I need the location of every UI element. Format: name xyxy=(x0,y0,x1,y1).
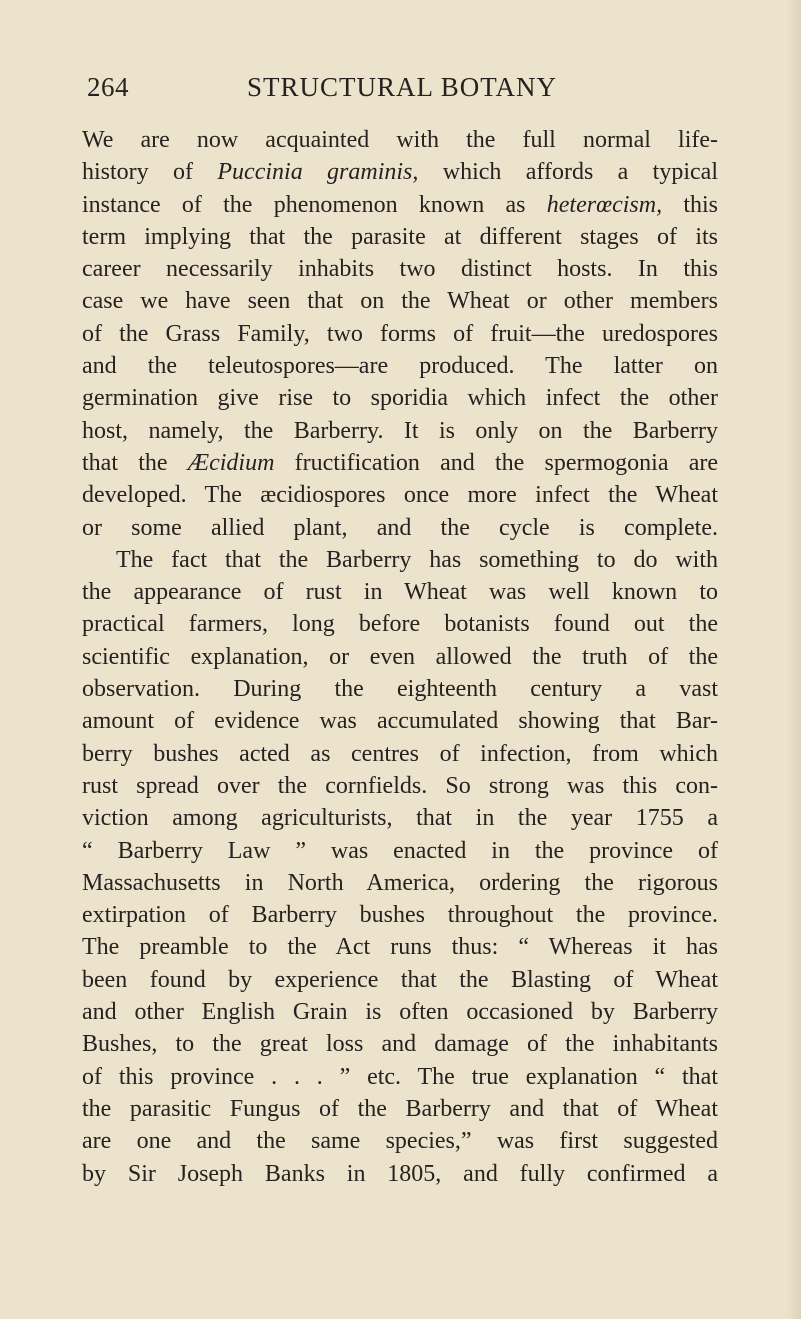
text-line xyxy=(82,253,718,285)
text-line xyxy=(82,867,718,899)
text-run: that the xyxy=(82,449,188,476)
text-run: and the teleutospores—are produced. The latter on xyxy=(82,353,718,380)
text-line xyxy=(82,512,718,544)
body-text xyxy=(82,124,718,1190)
text-run: the appearance of rust in Wheat was well known to xyxy=(82,579,718,606)
text-line xyxy=(82,189,718,221)
page-number: 264 xyxy=(87,72,129,102)
text-run: been found by experience that the Blasting of Wheat xyxy=(82,966,718,993)
italic-term: Æcidium xyxy=(187,449,275,476)
text-run: The preamble to the Act runs thus: “ Whereas it has xyxy=(82,934,718,961)
text-run: germination give rise to sporidia which infect the other xyxy=(82,385,718,412)
text-run: berry bushes acted as centres of infection, from which xyxy=(82,740,718,767)
text-line xyxy=(82,221,718,253)
text-line xyxy=(82,1093,718,1125)
text-line xyxy=(82,1125,718,1157)
text-run: viction among agriculturists, that in the year 1755 a xyxy=(82,805,718,832)
text-line xyxy=(82,479,718,511)
text-run: the parasitic Fungus of the Barberry and that of Wheat xyxy=(82,1095,718,1122)
text-run: case we have seen that on the Wheat or other members xyxy=(82,288,718,315)
text-run: instance of the phenomenon known as xyxy=(82,191,547,218)
text-run: “ Barberry Law ” was enacted in the province of xyxy=(82,837,718,864)
text-line xyxy=(82,770,718,802)
text-run: which affords a typical xyxy=(418,159,718,186)
text-run: extirpation of Barberry bushes throughout the province. xyxy=(82,902,718,929)
page-header xyxy=(87,72,717,106)
text-run: by Sir Joseph Banks in 1805, and fully confirmed a xyxy=(82,1160,718,1187)
text-run: developed. The æcidiospores once more infect the Wheat xyxy=(82,482,718,509)
text-run: and other English Grain is often occasioned by Barberry xyxy=(82,999,718,1026)
text-line xyxy=(82,1158,718,1190)
text-run: observation. During the eighteenth century a vast xyxy=(82,676,718,703)
text-line xyxy=(82,1061,718,1093)
text-line xyxy=(82,124,718,156)
text-line xyxy=(82,576,718,608)
text-line xyxy=(82,641,718,673)
text-run: amount of evidence was accumulated showing that Bar- xyxy=(82,708,718,735)
italic-term: Puccinia graminis, xyxy=(217,159,419,186)
text-line xyxy=(82,802,718,834)
text-line xyxy=(82,899,718,931)
text-line xyxy=(82,156,718,188)
text-line xyxy=(82,835,718,867)
text-line xyxy=(82,382,718,414)
text-run: Massachusetts in North America, ordering the rigorous xyxy=(82,869,718,896)
text-run: of the Grass Family, two forms of fruit—the uredospores xyxy=(82,320,718,347)
text-run: this xyxy=(662,191,718,218)
text-line xyxy=(82,673,718,705)
text-line xyxy=(82,608,718,640)
text-line xyxy=(82,318,718,350)
page-edge xyxy=(787,0,801,1319)
text-run: rust spread over the cornfields. So strong was this con- xyxy=(82,772,718,799)
text-run: scientific explanation, or even allowed the truth of the xyxy=(82,643,718,670)
italic-term: heterœcism, xyxy=(546,191,663,218)
text-run: or some allied plant, and the cycle is complete. xyxy=(82,514,718,541)
text-line xyxy=(82,996,718,1028)
text-line xyxy=(82,285,718,317)
text-run: career necessarily inhabits two distinct hosts. In this xyxy=(82,256,718,283)
text-line xyxy=(82,931,718,963)
text-line xyxy=(82,415,718,447)
text-line xyxy=(82,447,718,479)
text-run: host, namely, the Barberry. It is only on the Barberry xyxy=(82,417,718,444)
text-line xyxy=(82,738,718,770)
text-run: history of xyxy=(82,159,218,186)
text-line xyxy=(82,1028,718,1060)
text-run: We are now acquainted with the full normal life- xyxy=(82,127,718,153)
text-line xyxy=(82,705,718,737)
text-run: The fact that the Barberry has something to do with xyxy=(116,546,718,573)
text-run: are one and the same species,” was first suggested xyxy=(82,1128,718,1155)
running-head: STRUCTURAL BOTANY xyxy=(246,72,558,102)
text-run: term implying that the parasite at different stages of its xyxy=(82,223,718,250)
text-line xyxy=(82,964,718,996)
text-run: Bushes, to the great loss and damage of the inhabitants xyxy=(82,1031,718,1058)
text-line xyxy=(82,544,718,576)
text-run: of this province . . . ” etc. The true explanation “ that xyxy=(82,1063,718,1090)
text-run: fructification and the spermogonia are xyxy=(274,449,719,476)
text-line xyxy=(82,350,718,382)
text-run: practical farmers, long before botanists found out the xyxy=(82,611,718,638)
